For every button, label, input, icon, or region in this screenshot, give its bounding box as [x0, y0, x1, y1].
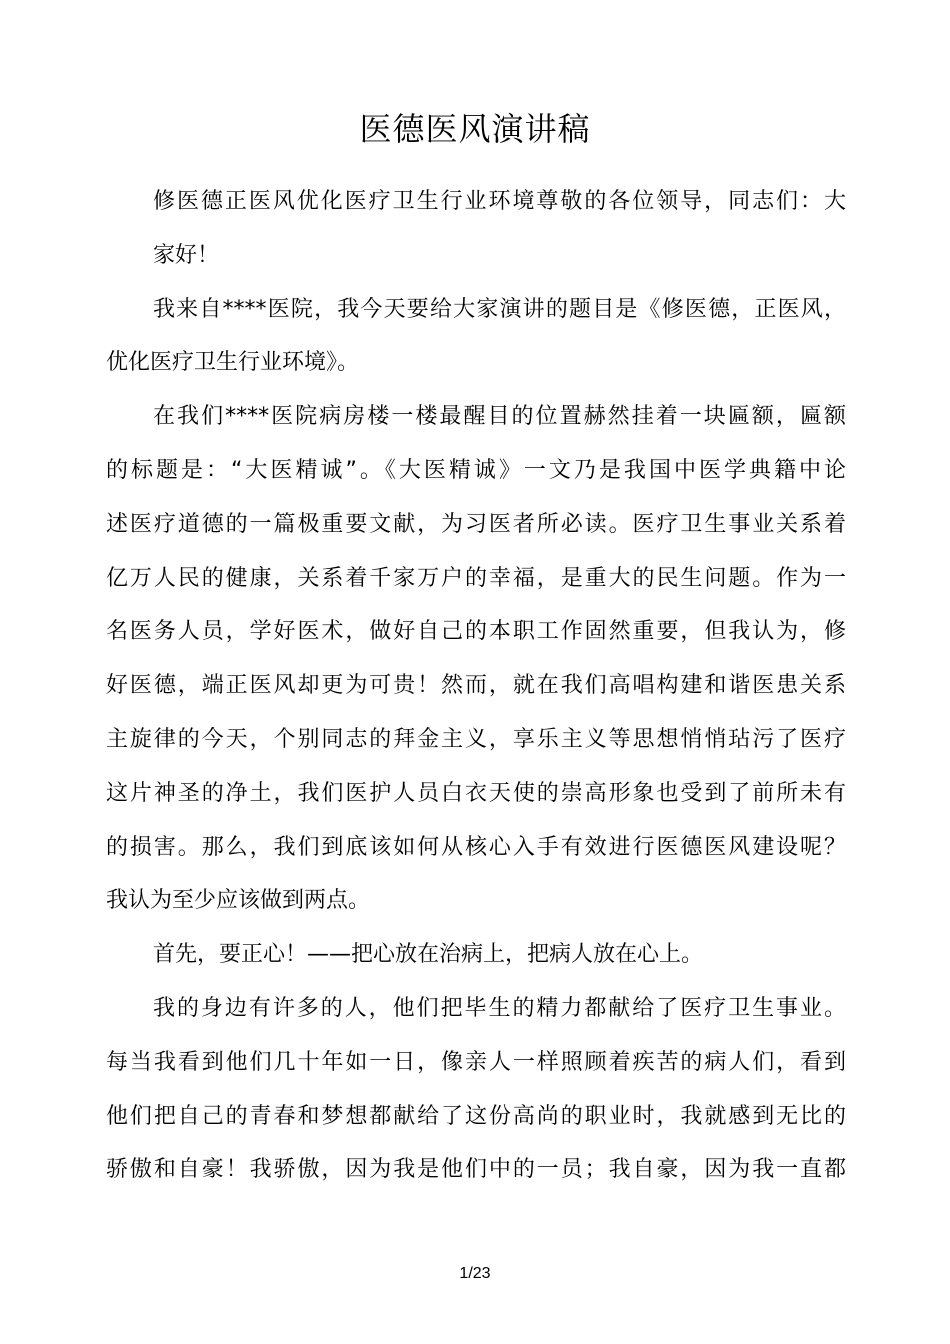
- body-text-line: 的标题是：“大医精诚”。《大医精诚》一文乃是我国中医学典籍中论: [106, 457, 846, 483]
- body-text-line: 我来自****医院，我今天要给大家演讲的题目是《修医德，正医风，: [153, 296, 846, 322]
- body-text-line: 在我们****医院病房楼一楼最醒目的位置赫然挂着一块匾额，匾额: [153, 404, 846, 430]
- body-text-line: 的损害。那么，我们到底该如何从核心入手有效进行医德医风建设呢？: [106, 834, 846, 860]
- body-text-line: 每当我看到他们几十年如一日，像亲人一样照顾着疾苦的病人们，看到: [106, 1049, 846, 1075]
- body-text-line: 我的身边有许多的人，他们把毕生的精力都献给了医疗卫生事业。: [153, 995, 846, 1021]
- body-text-line: 好医德，端正医风却更为可贵！然而，就在我们高唱构建和谐医患关系: [106, 673, 846, 699]
- body-text-line: 骄傲和自豪！我骄傲，因为我是他们中的一员；我自豪，因为我一直都: [106, 1157, 846, 1183]
- body-text-line: 我认为至少应该做到两点。: [106, 888, 371, 914]
- page-number: 1/23: [459, 1265, 491, 1282]
- body-text-line: 优化医疗卫生行业环境》。: [106, 350, 360, 376]
- body-text-line: 这片神圣的净土，我们医护人员白衣天使的崇高形象也受到了前所未有: [106, 780, 846, 806]
- body-text-line: 述医疗道德的一篇极重要文献，为习医者所必读。医疗卫生事业关系着: [106, 511, 846, 537]
- body-text-line: 主旋律的今天，个别同志的拜金主义，享乐主义等思想悄悄玷污了医疗: [106, 726, 846, 752]
- body-text-line: 首先，要正心！——把心放在治病上，把病人放在心上。: [153, 942, 704, 968]
- document-title: 医德医风演讲稿: [359, 110, 591, 148]
- body-text-line: 修医德正医风优化医疗卫生行业环境尊敬的各位领导，同志们：大: [153, 189, 846, 214]
- document-body: [106, 175, 846, 1197]
- body-text-line: 名医务人员，学好医术，做好自己的本职工作固然重要，但我认为，修: [106, 619, 846, 645]
- body-text-line: 亿万人民的健康，关系着千家万户的幸福，是重大的民生问题。作为一: [106, 565, 846, 591]
- body-text-line: 家好！: [153, 242, 220, 268]
- body-text-line: 他们把自己的青春和梦想都献给了这份高尚的职业时，我就感到无比的: [106, 1103, 846, 1129]
